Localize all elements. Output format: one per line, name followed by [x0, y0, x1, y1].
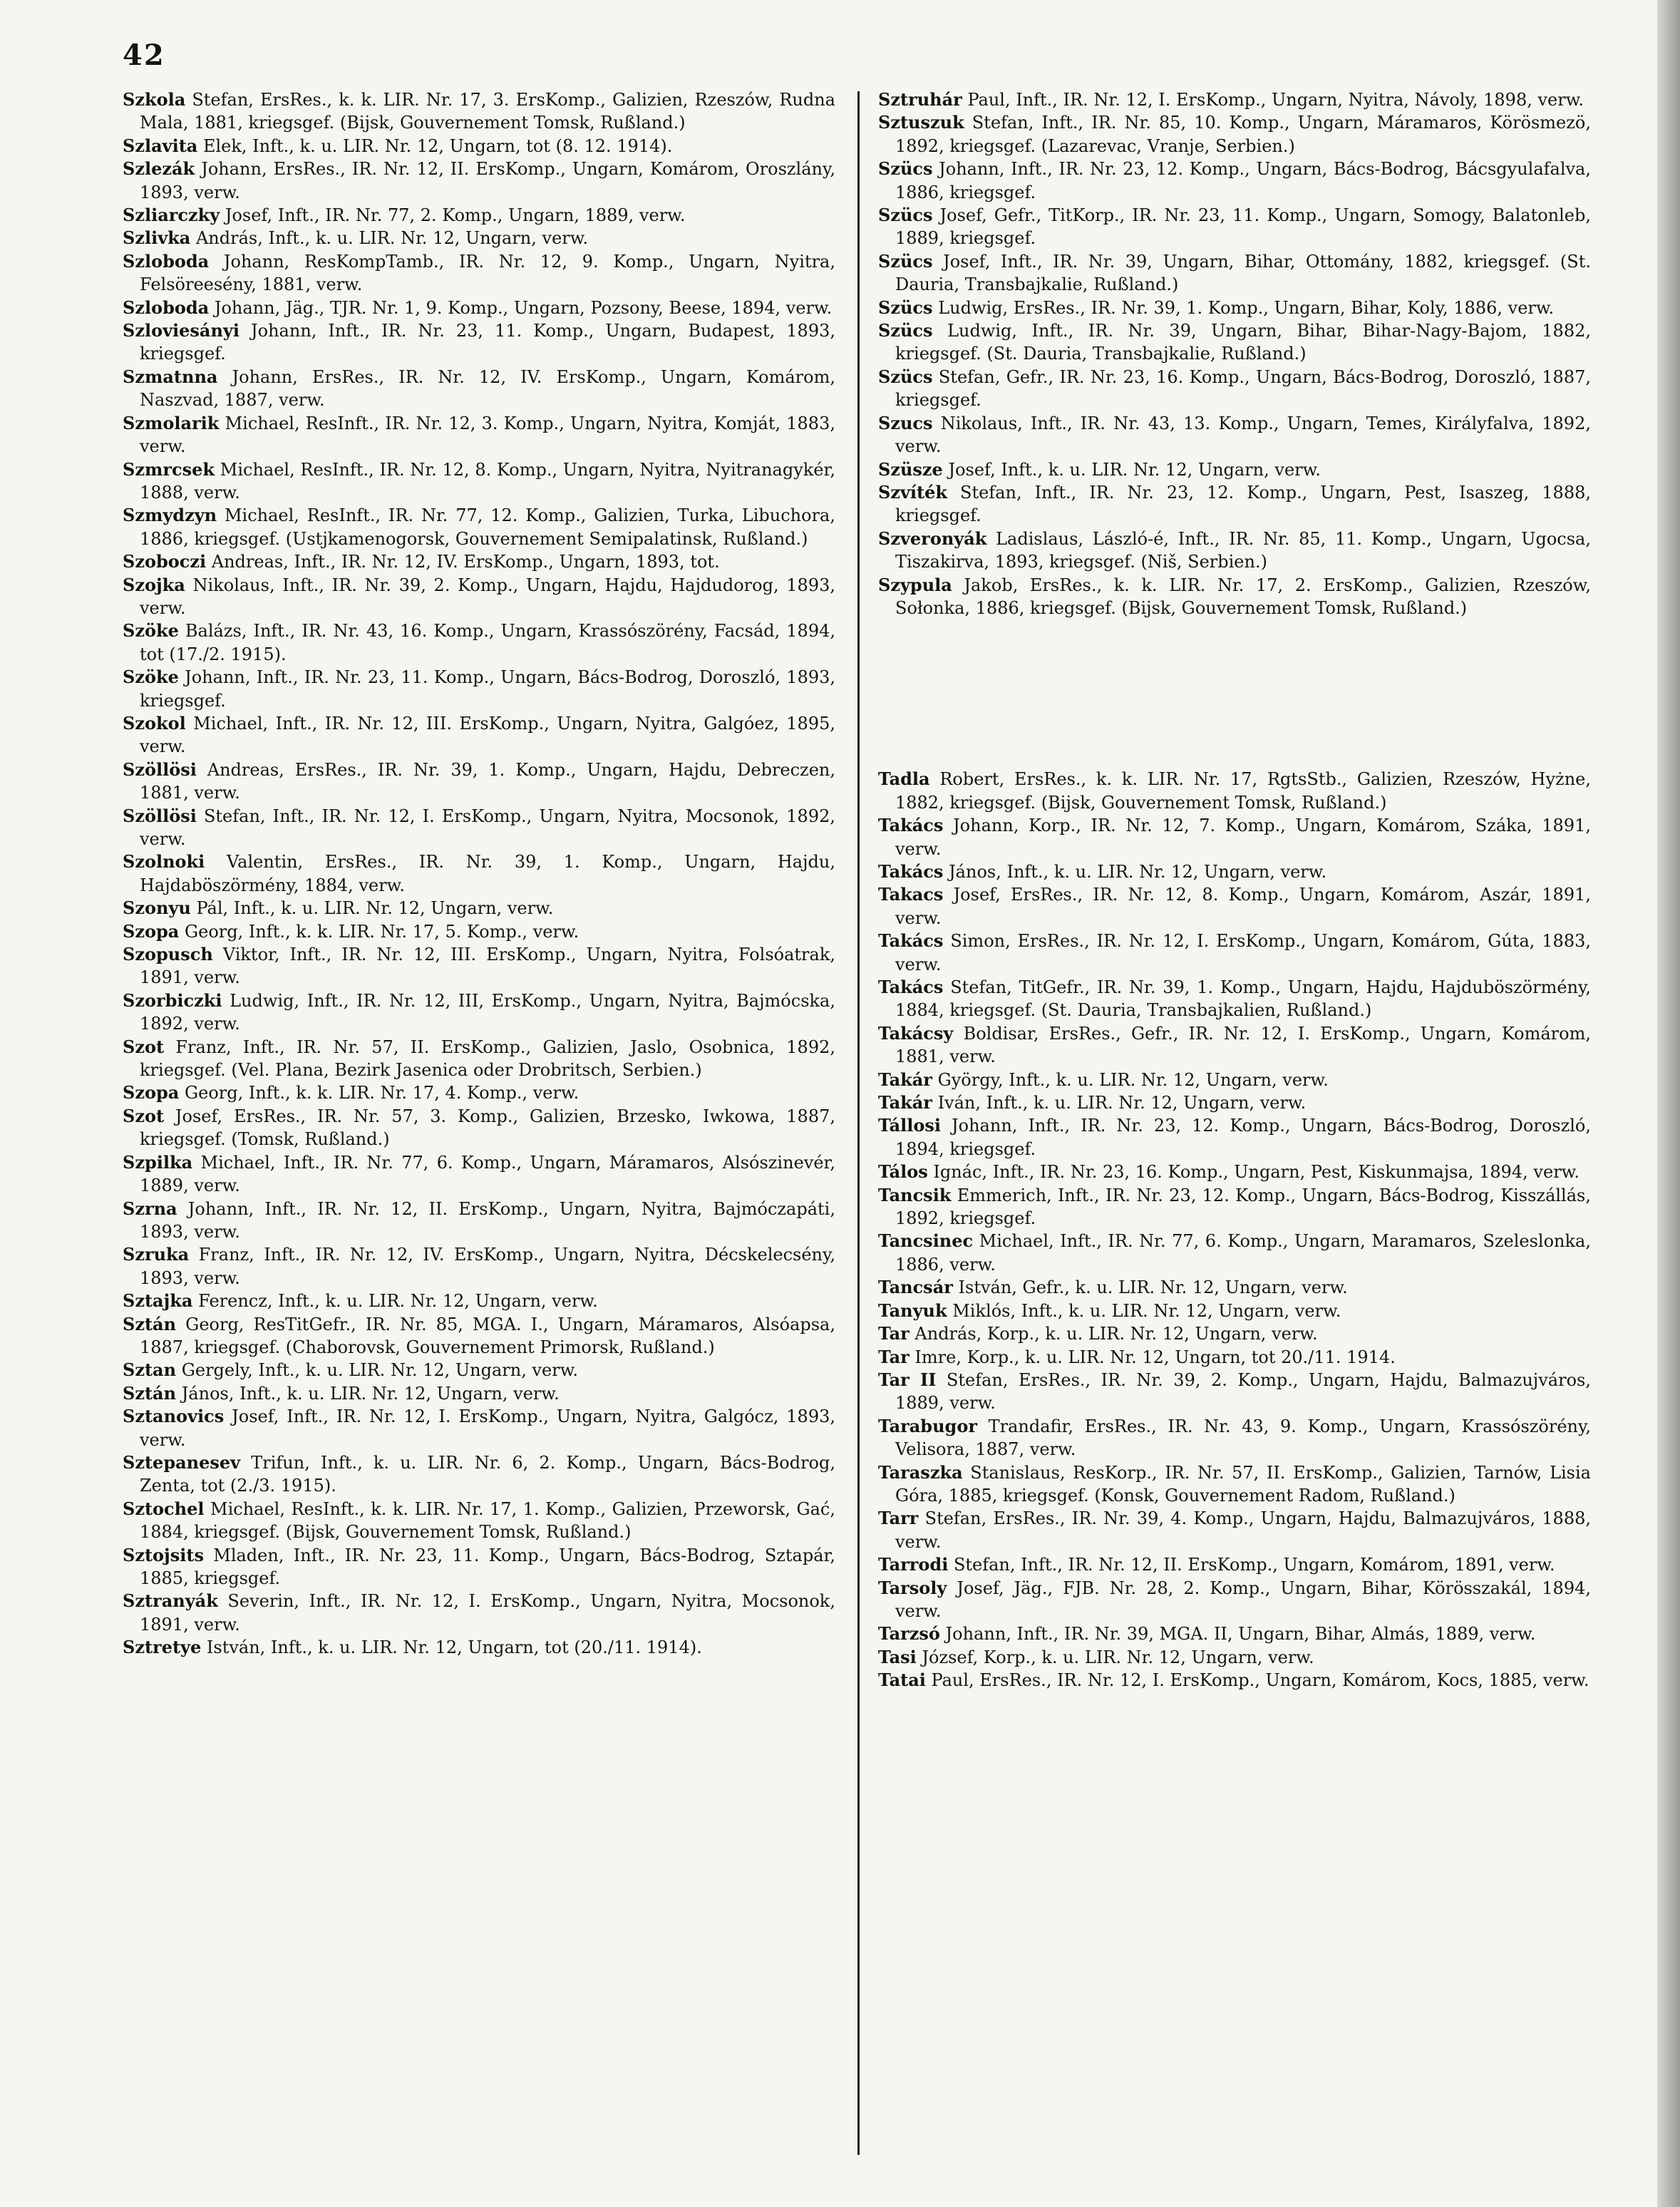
entry-details: János, Inft., k. u. LIR. Nr. 12, Ungarn, verw. — [949, 861, 1327, 882]
roster-entry — [123, 1198, 835, 1244]
entry-details: Josef, ErsRes., IR. Nr. 12, 8. Komp., Ungarn, Komárom, Aszár, 1891, verw. — [895, 885, 1591, 928]
entry-details: Josef, Inft., IR. Nr. 12, I. ErsKomp., Ungarn, Nyitra, Galgócz, 1893, verw. — [140, 1406, 835, 1450]
roster-entry — [123, 1405, 835, 1451]
entry-surname: Szücs — [878, 320, 933, 341]
entry-details: Johann, Inft., IR. Nr. 23, 11. Komp., Ungarn, Bács-Bodrog, Doroszló, 1893, kriegsgef. — [140, 667, 835, 711]
entry-surname: Tarabugor — [878, 1415, 977, 1436]
roster-entry — [878, 412, 1591, 458]
entry-details: Stefan, Inft., IR. Nr. 85, 10. Komp., Ungarn, Máramaros, Körösmezö, 1892, kriegsgef. (Lazarevac, Vranje, Serbien.) — [895, 113, 1591, 156]
roster-entry — [123, 204, 835, 227]
entry-surname: Sztanovics — [123, 1406, 225, 1427]
roster-entry — [123, 897, 835, 920]
entry-details: Johann, Inft., IR. Nr. 23, 11. Komp., Ungarn, Budapest, 1893, kriegsgef. — [140, 321, 835, 364]
entry-details: Pál, Inft., k. u. LIR. Nr. 12, Ungarn, verw. — [196, 898, 554, 919]
entry-surname: Tancsinec — [878, 1230, 974, 1252]
entry-surname: Sztojsits — [123, 1544, 204, 1565]
entry-surname: Szonyu — [123, 897, 191, 919]
entry-surname: Sztruhár — [878, 89, 962, 110]
entry-surname: Sztochel — [123, 1498, 205, 1519]
entry-details: Michael, ResInft., IR. Nr. 12, 3. Komp., Ungarn, Nyitra, Komját, 1883, verw. — [140, 413, 835, 457]
entry-details: Stefan, Inft., IR. Nr. 12, II. ErsKomp., Ungarn, Komárom, 1891, verw. — [953, 1555, 1555, 1575]
entry-surname: Szloboda — [123, 250, 210, 272]
entry-surname: Szöke — [123, 667, 179, 688]
roster-entry — [878, 111, 1591, 158]
roster-entry — [123, 227, 835, 249]
entry-details: Ladislaus, László-é, Inft., IR. Nr. 85, 11. Komp., Ungarn, Ugocsa, Tiszakirva, 1893, kriegsgef. (Niš, Serbien.) — [895, 528, 1591, 572]
entry-details: Stefan, ErsRes., k. k. LIR. Nr. 17, 3. ErsKomp., Galizien, Rzeszów, Rudna Mala, 1881, kriegsgef. (Bijsk, Gouvernement Tomsk, Rußland.) — [140, 90, 835, 133]
entry-surname: Sztajka — [123, 1290, 193, 1312]
roster-entry — [878, 204, 1591, 250]
entry-details: Josef, Inft., k. u. LIR. Nr. 12, Ungarn, verw. — [948, 459, 1321, 480]
entry-surname: Sztán — [123, 1313, 177, 1334]
entry-surname: Tatai — [878, 1670, 926, 1691]
entry-details: Johann, Inft., IR. Nr. 23, 12. Komp., Ungarn, Bács-Bodrog, Doroszló, 1894, kriegsgef. — [895, 1116, 1591, 1159]
roster-entry — [878, 297, 1591, 319]
roster-entry — [123, 619, 835, 666]
roster-entry — [878, 250, 1591, 297]
entry-details: Stefan, TitGefr., IR. Nr. 39, 1. Komp., Ungarn, Hajdu, Hajduböszörmény, 1884, kriegsgef. (St. Dauria, Transbajkalien, Rußland.) — [895, 977, 1591, 1021]
roster-entry — [878, 1184, 1591, 1230]
entry-details: Imre, Korp., k. u. LIR. Nr. 12, Ungarn, tot 20./11. 1914. — [914, 1347, 1396, 1367]
entry-details: György, Inft., k. u. LIR. Nr. 12, Ungarn, verw. — [937, 1069, 1329, 1090]
entry-details: Johann, Jäg., TJR. Nr. 1, 9. Komp., Ungarn, Pozsony, Beese, 1894, verw. — [214, 297, 833, 318]
entry-surname: Szliarczky — [123, 205, 220, 226]
entry-surname: Szlivka — [123, 227, 191, 249]
roster-entry — [123, 550, 835, 573]
column-divider — [857, 91, 860, 2155]
roster-entry — [123, 920, 835, 943]
roster-entry — [123, 1498, 835, 1544]
entry-details: Georg, ResTitGefr., IR. Nr. 85, MGA. I., Ungarn, Máramaros, Alsóapsa, 1887, kriegsgef. (Chaborovsk, Gouvernement Primorsk, Rußland.) — [140, 1314, 835, 1357]
roster-entry — [878, 1622, 1591, 1645]
entry-surname: Sztuszuk — [878, 112, 964, 133]
entry-surname: Takács — [878, 930, 944, 952]
entry-surname: Tarr — [878, 1508, 919, 1529]
entry-surname: Szöllösi — [123, 758, 197, 780]
entry-surname: Takács — [878, 815, 944, 836]
entry-details: Balázs, Inft., IR. Nr. 43, 16. Komp., Ungarn, Krassószörény, Facsád, 1894, tot (17./2. 1915). — [140, 621, 835, 664]
entry-details: Josef, ErsRes., IR. Nr. 57, 3. Komp., Galizien, Brzesko, Iwkowa, 1887, kriegsgef. (Tomsk, Rußland.) — [140, 1106, 835, 1150]
entry-details: Mladen, Inft., IR. Nr. 23, 11. Komp., Ungarn, Bács-Bodrog, Sztapár, 1885, kriegsgef. — [140, 1545, 835, 1588]
entry-details: Viktor, Inft., IR. Nr. 12, III. ErsKomp., Ungarn, Nyitra, Folsóatrak, 1891, verw. — [140, 945, 835, 988]
entry-details: Andreas, ErsRes., IR. Nr. 39, 1. Komp., Ungarn, Hajdu, Debreczen, 1881, verw. — [140, 759, 835, 803]
entry-details: Johann, ErsRes., IR. Nr. 12, IV. ErsKomp., Ungarn, Komárom, Naszvad, 1887, verw. — [140, 366, 835, 411]
entry-surname: Szmolarik — [123, 412, 220, 433]
entry-surname: Szypula — [878, 574, 952, 595]
roster-entry — [123, 1151, 835, 1198]
entry-details: Stefan, ErsRes., IR. Nr. 39, 2. Komp., Ungarn, Hajdu, Balmazujváros, 1889, verw. — [895, 1369, 1591, 1414]
entry-details: Nikolaus, Inft., IR. Nr. 43, 13. Komp., Ungarn, Temes, Királyfalva, 1892, verw. — [895, 413, 1591, 457]
entry-details: Stefan, ErsRes., IR. Nr. 39, 4. Komp., Ungarn, Hajdu, Balmazujváros, 1888, verw. — [895, 1508, 1591, 1552]
entry-surname: Szöke — [123, 620, 179, 642]
entry-details: Michael, Inft., IR. Nr. 77, 6. Komp., Ungarn, Máramaros, Alsószinevér, 1889, verw. — [140, 1152, 835, 1196]
entry-details: Josef, Gefr., TitKorp., IR. Nr. 23, 11. Komp., Ungarn, Somogy, Balatonleb, 1889, kriegsgef. — [895, 205, 1591, 249]
roster-entry — [878, 366, 1591, 412]
roster-entry — [878, 860, 1591, 883]
entry-details: Josef, Inft., IR. Nr. 77, 2. Komp., Ungarn, 1889, verw. — [225, 205, 686, 226]
entry-surname: Tar II — [878, 1369, 937, 1390]
entry-surname: Tar — [878, 1323, 909, 1344]
entry-details: Johann, ResKompTamb., IR. Nr. 12, 9. Komp., Ungarn, Nyitra, Felsöreesény, 1881, verw. — [140, 251, 835, 295]
entry-details: Ludwig, Inft., IR. Nr. 39, Ungarn, Bihar, Bihar-Nagy-Bajom, 1882, kriegsgef. (St. Dauria, Transbajkalie, Rußland.) — [895, 321, 1591, 364]
entry-details: Stefan, Inft., IR. Nr. 12, I. ErsKomp., Ungarn, Nyitra, Mocsonok, 1892, verw. — [140, 806, 835, 849]
roster-entry — [878, 1553, 1591, 1576]
entry-surname: Tanyuk — [878, 1300, 947, 1321]
entry-details: Elek, Inft., k. u. LIR. Nr. 12, Ungarn, tot (8. 12. 1914). — [202, 135, 673, 156]
entry-details: Josef, Jäg., FJB. Nr. 28, 2. Komp., Ungarn, Bihar, Körösszakál, 1894, verw. — [895, 1578, 1591, 1621]
entry-surname: Szorbiczki — [123, 989, 222, 1011]
roster-entry — [123, 1382, 835, 1405]
roster-entry — [878, 1161, 1591, 1183]
entry-surname: Szopa — [123, 1082, 180, 1104]
roster-entry — [123, 574, 835, 620]
roster-entry — [123, 458, 835, 505]
entry-details: Johann, Inft., IR. Nr. 12, II. ErsKomp., Ungarn, Nyitra, Bajmóczapáti, 1893, verw. — [140, 1198, 835, 1242]
entry-details: Paul, ErsRes., IR. Nr. 12, I. ErsKomp., Ungarn, Komárom, Kocs, 1885, verw. — [931, 1670, 1589, 1691]
roster-entry — [123, 250, 835, 297]
entry-surname: Szmatnna — [123, 366, 218, 387]
entry-surname: Szveronyák — [878, 528, 987, 549]
page-number: 42 — [123, 38, 165, 72]
entry-details: Michael, ResInft., IR. Nr. 77, 12. Komp., Galizien, Turka, Libuchora, 1886, kriegsgef. (Ustjkamenogorsk, Gouvernement Semipalatinsk, Rußland.) — [140, 505, 835, 549]
roster-entry — [878, 528, 1591, 574]
roster-entry — [878, 158, 1591, 204]
right-column — [878, 88, 1591, 1692]
entry-details: Ludwig, Inft., IR. Nr. 12, III, ErsKomp., Ungarn, Nyitra, Bajmócska, 1892, verw. — [140, 990, 835, 1034]
entry-surname: Szloboda — [123, 297, 210, 318]
roster-entry — [878, 883, 1591, 930]
roster-entry — [123, 412, 835, 458]
roster-entry — [123, 989, 835, 1036]
entry-surname: Szopa — [123, 920, 180, 942]
entry-surname: Szrna — [123, 1198, 177, 1219]
roster-entry — [878, 1091, 1591, 1114]
entry-surname: Tasi — [878, 1646, 917, 1667]
roster-entry — [878, 1369, 1591, 1415]
roster-entry — [878, 1507, 1591, 1553]
entry-details: Johann, ErsRes., IR. Nr. 12, II. ErsKomp., Ungarn, Komárom, Oroszlány, 1893, verw. — [140, 159, 835, 202]
entry-surname: Takár — [878, 1092, 932, 1113]
roster-entry — [123, 1243, 835, 1290]
entry-details: Trandafir, ErsRes., IR. Nr. 43, 9. Komp., Ungarn, Krassószörény, Velisora, 1887, verw. — [895, 1416, 1591, 1460]
entry-details: Ludwig, ErsRes., IR. Nr. 39, 1. Komp., Ungarn, Bihar, Koly, 1886, verw. — [938, 297, 1555, 318]
roster-entry — [878, 88, 1591, 111]
left-column — [123, 88, 835, 1660]
entry-surname: Szücs — [878, 250, 933, 272]
section-gap — [878, 619, 1591, 768]
entry-surname: Szokol — [123, 712, 186, 734]
roster-entry — [123, 1359, 835, 1382]
entry-details: István, Inft., k. u. LIR. Nr. 12, Ungarn, tot (20./11. 1914). — [206, 1637, 702, 1658]
entry-details: Nikolaus, Inft., IR. Nr. 39, 2. Komp., Ungarn, Hajdu, Hajdudorog, 1893, verw. — [140, 575, 835, 618]
entry-surname: Tancsár — [878, 1277, 953, 1298]
roster-entry — [878, 1646, 1591, 1669]
roster-entry — [878, 1461, 1591, 1508]
entry-details: Georg, Inft., k. k. LIR. Nr. 17, 4. Komp., verw. — [184, 1083, 579, 1104]
roster-entry — [878, 481, 1591, 528]
roster-entry — [123, 135, 835, 158]
roster-entry — [123, 758, 835, 805]
entry-details: János, Inft., k. u. LIR. Nr. 12, Ungarn, verw. — [181, 1383, 560, 1404]
entry-details: Georg, Inft., k. k. LIR. Nr. 17, 5. Komp., verw. — [184, 921, 579, 942]
entry-details: Michael, Inft., IR. Nr. 77, 6. Komp., Ungarn, Maramaros, Szeleslonka, 1886, verw. — [895, 1231, 1591, 1275]
entry-surname: Taraszka — [878, 1461, 963, 1483]
entry-details: Stefan, Gefr., IR. Nr. 23, 16. Komp., Ungarn, Bács-Bodrog, Doroszló, 1887, kriegsgef. — [895, 366, 1591, 411]
roster-entry — [123, 158, 835, 204]
entry-details: Franz, Inft., IR. Nr. 57, II. ErsKomp., Galizien, Jaslo, Osobnica, 1892, kriegsgef. (Vel. Plana, Bezirk Jasenica oder Drobritsch, Serbien.) — [140, 1036, 835, 1081]
entry-details: Paul, Inft., IR. Nr. 12, I. ErsKomp., Ungarn, Nyitra, Návoly, 1898, verw. — [967, 90, 1584, 110]
entry-surname: Szkola — [123, 89, 186, 110]
entry-surname: Szolnoki — [123, 851, 205, 873]
entry-details: Gergely, Inft., k. u. LIR. Nr. 12, Ungarn, verw. — [181, 1360, 579, 1381]
roster-entry — [878, 319, 1591, 366]
entry-surname: Tar — [878, 1346, 909, 1367]
entry-details: Ferencz, Inft., k. u. LIR. Nr. 12, Ungarn, verw. — [198, 1291, 598, 1312]
entry-details: Stanislaus, ResKorp., IR. Nr. 57, II. ErsKomp., Galizien, Tarnów, Lisia Góra, 1885, kriegsgef. (Konsk, Gouvernement Radom, Rußland.) — [895, 1462, 1591, 1506]
entry-surname: Tarrodi — [878, 1554, 949, 1575]
entry-details: Severin, Inft., IR. Nr. 12, I. ErsKomp., Ungarn, Nyitra, Mocsonok, 1891, verw. — [140, 1591, 835, 1635]
entry-details: Michael, Inft., IR. Nr. 12, III. ErsKomp., Ungarn, Nyitra, Galgóez, 1895, verw. — [140, 713, 835, 757]
entry-details: Johann, Inft., IR. Nr. 39, MGA. II, Ungarn, Bihar, Almás, 1889, verw. — [945, 1624, 1536, 1645]
entry-details: Emmerich, Inft., IR. Nr. 23, 12. Komp., Ungarn, Bács-Bodrog, Kisszállás, 1892, kriegsgef. — [895, 1185, 1591, 1229]
roster-entry — [123, 366, 835, 412]
page-edge-shadow — [1657, 0, 1680, 2207]
roster-entry — [878, 1022, 1591, 1069]
entry-surname: Szot — [123, 1105, 165, 1126]
roster-entry — [878, 1322, 1591, 1345]
entry-surname: Szöllösi — [123, 805, 197, 826]
roster-entry — [123, 319, 835, 366]
entry-surname: Szücs — [878, 366, 933, 387]
entry-surname: Sztan — [123, 1359, 177, 1381]
entry-details: Michael, ResInft., k. k. LIR. Nr. 17, 1. Komp., Galizien, Przeworsk, Gać, 1884, kriegsgef. (Bijsk, Gouvernement Tomsk, Rußland.) — [140, 1498, 835, 1543]
roster-entry — [878, 1230, 1591, 1276]
entry-details: Johann, Inft., IR. Nr. 23, 12. Komp., Ungarn, Bács-Bodrog, Bácsgyulafalva, 1886, kriegsgef. — [895, 159, 1591, 202]
roster-entry — [123, 805, 835, 851]
roster-entry — [123, 1036, 835, 1082]
entry-surname: Takácsy — [878, 1022, 954, 1044]
roster-entry — [878, 1276, 1591, 1299]
entry-details: József, Korp., k. u. LIR. Nr. 12, Ungarn, verw. — [922, 1647, 1314, 1667]
roster-entry — [123, 1105, 835, 1151]
entry-details: Miklós, Inft., k. u. LIR. Nr. 12, Ungarn, verw. — [952, 1300, 1341, 1321]
roster-entry — [878, 458, 1591, 481]
entry-details: István, Gefr., k. u. LIR. Nr. 12, Ungarn, verw. — [958, 1277, 1348, 1298]
entry-surname: Szlavita — [123, 135, 198, 156]
entry-details: Michael, ResInft., IR. Nr. 12, 8. Komp., Ungarn, Nyitra, Nyitranagykér, 1888, verw. — [140, 459, 835, 503]
entry-surname: Szot — [123, 1036, 165, 1057]
entry-surname: Szmydzyn — [123, 505, 217, 526]
entry-surname: Szucs — [878, 412, 933, 433]
roster-entry — [878, 1577, 1591, 1623]
entry-surname: Tadla — [878, 768, 930, 790]
roster-entry — [878, 574, 1591, 620]
entry-details: Simon, ErsRes., IR. Nr. 12, I. ErsKomp., Ungarn, Komárom, Gúta, 1883, verw. — [895, 931, 1591, 974]
roster-entry — [123, 1290, 835, 1312]
entry-details: Iván, Inft., k. u. LIR. Nr. 12, Ungarn, verw. — [937, 1093, 1307, 1113]
entry-details: Ignác, Inft., IR. Nr. 23, 16. Komp., Ungarn, Pest, Kiskunmajsa, 1894, verw. — [933, 1162, 1579, 1183]
entry-surname: Tarzsó — [878, 1623, 940, 1645]
roster-entry — [123, 850, 835, 897]
entry-details: Stefan, Inft., IR. Nr. 23, 12. Komp., Ungarn, Pest, Isaszeg, 1888, kriegsgef. — [895, 482, 1591, 526]
entry-details: Jakob, ErsRes., k. k. LIR. Nr. 17, 2. ErsKomp., Galizien, Rzeszów, Sołonka, 1886, kriegsgef. (Bijsk, Gouvernement Tomsk, Rußland.) — [895, 575, 1591, 618]
roster-entry — [123, 1636, 835, 1659]
roster-entry — [123, 1313, 835, 1359]
entry-surname: Szücs — [878, 205, 933, 226]
entry-surname: Tálos — [878, 1161, 928, 1183]
roster-entry — [123, 943, 835, 989]
entry-details: Trifun, Inft., k. u. LIR. Nr. 6, 2. Komp., Ungarn, Bács-Bodrog, Zenta, tot (2./3. 1915). — [140, 1452, 835, 1496]
roster-entry — [878, 768, 1591, 814]
entry-details: Franz, Inft., IR. Nr. 12, IV. ErsKomp., Ungarn, Nyitra, Décskelecsény, 1893, verw. — [140, 1245, 835, 1288]
entry-surname: Szücs — [878, 158, 933, 180]
entry-surname: Takacs — [878, 884, 944, 905]
roster-entry — [878, 1114, 1591, 1161]
entry-surname: Sztepanesev — [123, 1451, 241, 1473]
entry-surname: Sztranyák — [123, 1590, 218, 1612]
entry-details: Valentin, ErsRes., IR. Nr. 39, 1. Komp., Ungarn, Hajdu, Hajdaböszörmény, 1884, verw. — [140, 852, 836, 895]
roster-entry — [878, 976, 1591, 1022]
roster-entry — [123, 88, 835, 135]
entry-surname: Szruka — [123, 1244, 190, 1265]
entry-details: Andreas, Inft., IR. Nr. 12, IV. ErsKomp., Ungarn, 1893, tot. — [211, 552, 720, 572]
entry-surname: Szpilka — [123, 1151, 193, 1173]
roster-entry — [123, 1451, 835, 1498]
entry-surname: Szlezák — [123, 158, 195, 180]
entry-surname: Szücs — [878, 297, 933, 318]
roster-entry — [878, 1669, 1591, 1692]
roster-entry — [123, 1590, 835, 1636]
entry-details: Josef, Inft., IR. Nr. 39, Ungarn, Bihar, Ottomány, 1882, kriegsgef. (St. Dauria, Transbajkalie, Rußland.) — [895, 251, 1592, 295]
entry-surname: Szloviesányi — [123, 320, 239, 341]
entry-surname: Sztretye — [123, 1637, 202, 1658]
roster-entry — [123, 504, 835, 550]
roster-entry — [878, 930, 1591, 976]
roster-entry — [878, 1300, 1591, 1322]
entry-surname: Takács — [878, 860, 944, 882]
entry-surname: Tállosi — [878, 1115, 941, 1136]
roster-entry — [123, 1081, 835, 1104]
entry-surname: Sztán — [123, 1382, 177, 1404]
entry-details: András, Korp., k. u. LIR. Nr. 12, Ungarn, verw. — [914, 1324, 1318, 1344]
entry-details: Robert, ErsRes., k. k. LIR. Nr. 17, RgtsStb., Galizien, Rzeszów, Hyżne, 1882, kriegsgef. (Bijsk, Gouvernement Tomsk, Rußland.) — [895, 769, 1591, 813]
entry-surname: Szmrcsek — [123, 458, 215, 480]
entry-surname: Szvíték — [878, 481, 948, 503]
entry-surname: Szoboczi — [123, 551, 207, 572]
roster-entry — [123, 297, 835, 319]
entry-surname: Tarsoly — [878, 1577, 947, 1598]
entry-surname: Takács — [878, 977, 944, 997]
entry-details: Boldisar, ErsRes., Gefr., IR. Nr. 12, I. ErsKomp., Ungarn, Komárom, 1881, verw. — [895, 1023, 1591, 1067]
roster-entry — [123, 1544, 835, 1590]
entry-surname: Takár — [878, 1069, 932, 1090]
entry-surname: Szüsze — [878, 458, 943, 480]
entry-surname: Tancsik — [878, 1184, 952, 1205]
entry-surname: Szojka — [123, 574, 185, 595]
roster-entry — [878, 1346, 1591, 1369]
roster-entry — [878, 814, 1591, 860]
entry-details: Johann, Korp., IR. Nr. 12, 7. Komp., Ungarn, Komárom, Száka, 1891, verw. — [895, 816, 1591, 859]
roster-entry — [878, 1415, 1591, 1461]
roster-entry — [123, 666, 835, 712]
entry-surname: Szopusch — [123, 944, 213, 965]
entry-details: András, Inft., k. u. LIR. Nr. 12, Ungarn, verw. — [195, 228, 589, 249]
roster-entry — [878, 1069, 1591, 1091]
roster-entry — [123, 712, 835, 758]
